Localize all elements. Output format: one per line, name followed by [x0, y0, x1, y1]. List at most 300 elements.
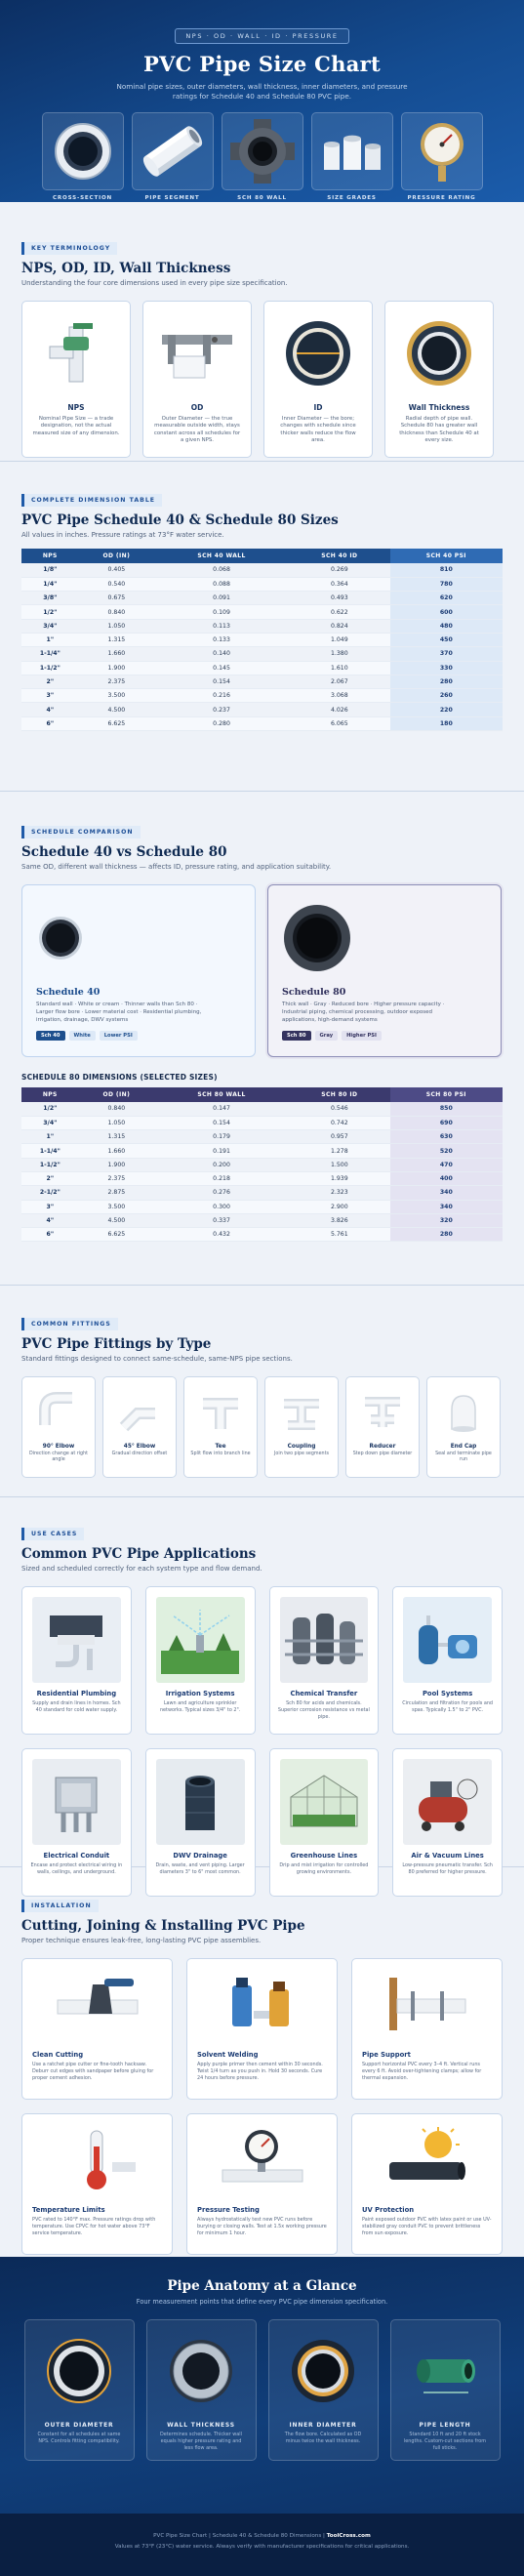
- sch40-dimension-table: [21, 549, 503, 731]
- pipe-bore-icon: [264, 313, 372, 393]
- table-row: [21, 619, 503, 633]
- cell-psi: 280: [390, 675, 503, 688]
- cell-id: 4.026: [289, 703, 390, 716]
- cell-nps: 1/2": [21, 1102, 79, 1116]
- schedule-80-card: [267, 884, 502, 1057]
- pressure-test-gauge-icon: [197, 2124, 327, 2194]
- schedule-40-desc: Standard wall · White or cream · Thinner walls than Sch 80 · Larger flow bore · Lower material cost · Residential plumbing, irrigation, drainage, DWV systems: [36, 1002, 202, 1023]
- cell-psi: 780: [390, 577, 503, 591]
- cell-psi: 370: [390, 647, 503, 661]
- cell-wall: 0.218: [154, 1171, 289, 1185]
- cell-wall: 0.145: [154, 661, 289, 675]
- cell-od: 0.405: [79, 563, 154, 577]
- install-desc: Paint exposed outdoor PVC with latex paint or use UV-stabilized gray conduit PVC to prevent brittleness from sun exposure.: [362, 2217, 492, 2236]
- table-row: [21, 1228, 503, 1242]
- cell-od: 3.500: [79, 1200, 154, 1213]
- cell-nps: 2-1/2": [21, 1186, 79, 1200]
- cell-id: 3.068: [289, 689, 390, 703]
- cell-nps: 1-1/2": [21, 1158, 79, 1171]
- section-subtitle: Same OD, different wall thickness — affects ID, pressure rating, and application suitability.: [21, 863, 332, 871]
- usecase-row-1: [21, 1586, 503, 1735]
- table-row: [21, 703, 503, 716]
- footer-site-link[interactable]: ToolCross.com: [326, 2533, 371, 2539]
- cell-wall: 0.216: [154, 689, 289, 703]
- footer-title: PVC Pipe Size Chart: [153, 2533, 208, 2539]
- cell-psi: 340: [390, 1186, 503, 1200]
- cell-nps: 1": [21, 633, 79, 646]
- section-subtitle: Sized and scheduled correctly for each system type and flow demand.: [21, 1565, 262, 1573]
- cell-od: 1.050: [79, 1116, 154, 1129]
- hero-card-pressure-rating: [401, 112, 483, 201]
- table-row: [21, 605, 503, 619]
- section-subtitle: Proper technique ensures leak-free, long-lasting PVC pipe assemblies.: [21, 1937, 262, 1944]
- usecase-desc: Encase and protect electrical wiring in walls, ceilings, and underground.: [30, 1862, 123, 1875]
- fitting-card: [426, 1376, 501, 1478]
- cell-psi: 320: [390, 1213, 503, 1227]
- cell-id: 0.546: [289, 1102, 390, 1116]
- elbow-90-icon: [22, 1387, 95, 1436]
- table-row: [21, 592, 503, 605]
- install-desc: PVC rated to 140°F max. Pressure ratings drop with temperature. Use CPVC for hot water above 73°F service temperature.: [32, 2217, 156, 2236]
- fitting-card: [264, 1376, 339, 1478]
- fitting-card: [102, 1376, 177, 1478]
- cell-id: 0.622: [289, 605, 390, 619]
- page-subtitle: Nominal pipe sizes, outer diameters, wall thickness, inner diameters, and pressure ratings for Schedule 40 and Schedule 80 PVC pipe.: [116, 82, 408, 101]
- install-desc: Apply purple primer then cement within 30 seconds. Twist 1/4 turn as you push in. Hold 30 seconds. Cure 24 hours before pressure.: [197, 2062, 323, 2081]
- cell-wall: 0.133: [154, 633, 289, 646]
- col-header-nps: NPS: [21, 1087, 79, 1102]
- usecase-name: Greenhouse Lines: [290, 1852, 358, 1860]
- size-grades-icon: [311, 112, 393, 190]
- cell-id: 2.067: [289, 675, 390, 688]
- usecase-card: [392, 1586, 503, 1735]
- cell-id: 1.380: [289, 647, 390, 661]
- cell-od: 1.315: [79, 1130, 154, 1144]
- section-title: PVC Pipe Fittings by Type: [21, 1336, 212, 1352]
- section-title: Common PVC Pipe Applications: [21, 1546, 257, 1562]
- cell-od: 1.900: [79, 1158, 154, 1171]
- sprinkler-icon: [156, 1597, 245, 1683]
- section-tag: SCHEDULE COMPARISON: [21, 826, 141, 838]
- cell-wall: 0.068: [154, 563, 289, 577]
- cell-wall: 0.191: [154, 1144, 289, 1158]
- badge: Lower PSI: [100, 1031, 138, 1041]
- cell-od: 4.500: [79, 1213, 154, 1227]
- cell-wall: 0.091: [154, 592, 289, 605]
- cell-psi: 280: [390, 1228, 503, 1242]
- footer: [0, 2514, 524, 2576]
- cell-wall: 0.147: [154, 1102, 289, 1116]
- fitting-card: [345, 1376, 420, 1478]
- wall-thickness-ring-icon: [147, 2332, 256, 2410]
- hero-card-label: CROSS-SECTION: [53, 195, 112, 202]
- cell-id: 0.957: [289, 1130, 390, 1144]
- fitting-name: End Cap: [450, 1444, 477, 1450]
- anatomy-card: [146, 2319, 257, 2461]
- col-header-nps: NPS: [21, 549, 79, 563]
- cell-od: 1.660: [79, 1144, 154, 1158]
- term-card-wall: [384, 301, 494, 458]
- section-tag: INSTALLATION: [21, 1900, 99, 1912]
- hero-card-cross-section: [42, 112, 124, 201]
- cell-od: 2.875: [79, 1186, 154, 1200]
- cell-id: 1.049: [289, 633, 390, 646]
- cell-wall: 0.300: [154, 1200, 289, 1213]
- cell-psi: 340: [390, 1200, 503, 1213]
- install-name: Clean Cutting: [32, 2051, 84, 2059]
- chemical-plant-icon: [280, 1597, 369, 1683]
- term-title: NPS: [67, 403, 85, 412]
- fitting-desc: Direction change at right angle: [29, 1452, 88, 1463]
- cell-nps: 3/4": [21, 619, 79, 633]
- sch80-dimension-table: [21, 1087, 503, 1242]
- section-subtitle: All values in inches. Pressure ratings at 73°F water service.: [21, 531, 224, 539]
- usecase-name: Residential Plumbing: [36, 1690, 117, 1697]
- schedule-comparison-cards: [21, 884, 503, 1057]
- anatomy-desc: Standard 10 ft and 20 ft stock lengths. Custom-cut sections from full sticks.: [403, 2432, 487, 2451]
- sch80-pipe-end-icon: [282, 903, 487, 973]
- install-name: Temperature Limits: [32, 2206, 105, 2214]
- cell-od: 2.375: [79, 1171, 154, 1185]
- od-ring-icon: [25, 2332, 134, 2410]
- page-title: PVC Pipe Size Chart: [142, 52, 382, 76]
- usecase-desc: Lawn and agriculture sprinkler networks. Typical sizes 3/4" to 2".: [159, 1700, 241, 1713]
- table-row: [21, 689, 503, 703]
- valve-pipe-icon: [22, 313, 130, 393]
- footer-note: Values at 73°F (23°C) water service. Always verify with manufacturer specifications for critical applications.: [114, 2543, 410, 2550]
- schedule-80-desc: Thick wall · Gray · Reduced bore · Higher pressure capacity · Industrial piping, chemical processing, outdoor exposed applications, high-demand systems: [282, 1002, 445, 1023]
- cell-nps: 1-1/4": [21, 647, 79, 661]
- tee-fitting-icon: [184, 1387, 257, 1436]
- air-compressor-icon: [403, 1759, 492, 1845]
- cell-wall: 0.200: [154, 1158, 289, 1171]
- section-tag: COMPLETE DIMENSION TABLE: [21, 494, 162, 507]
- cell-psi: 810: [390, 563, 503, 577]
- usecase-card: [21, 1586, 132, 1735]
- usecase-name: Pool Systems: [422, 1690, 473, 1697]
- table-row: [21, 647, 503, 661]
- table-row: [21, 716, 503, 730]
- fitting-desc: Step down pipe diameter: [352, 1452, 413, 1456]
- table-row: [21, 633, 503, 646]
- badge: Sch 40: [36, 1031, 65, 1041]
- elbow-45-icon: [103, 1387, 176, 1436]
- cell-od: 3.500: [79, 689, 154, 703]
- cell-psi: 330: [390, 661, 503, 675]
- cell-psi: 260: [390, 689, 503, 703]
- schedule-40-title: Schedule 40: [36, 987, 101, 998]
- section-subtitle: Standard fittings designed to connect same-schedule, same-NPS pipe sections.: [21, 1355, 293, 1363]
- badge: Higher PSI: [342, 1031, 382, 1041]
- install-name: Pressure Testing: [197, 2206, 260, 2214]
- install-name: Pipe Support: [362, 2051, 411, 2059]
- usecase-card: [269, 1586, 380, 1735]
- fitting-desc: Seal and terminate pipe run: [435, 1452, 492, 1463]
- greenhouse-icon: [280, 1759, 369, 1845]
- install-desc: Support horizontal PVC every 3–4 ft. Vertical runs every 6 ft. Avoid over-tightening clamps; allow for thermal expansion.: [362, 2062, 482, 2081]
- cell-id: 1.939: [289, 1171, 390, 1185]
- schedule-40-badges: [36, 1031, 241, 1041]
- cell-id: 0.493: [289, 592, 390, 605]
- table-row: [21, 1130, 503, 1144]
- term-desc: Outer Diameter — the true measurable outside width, stays constant across all schedules for a given NPS.: [153, 416, 241, 444]
- term-desc: Radial depth of pipe wall. Schedule 80 has greater wall thickness than Schedule 40 at every size.: [399, 416, 479, 444]
- term-card-nps: [21, 301, 131, 458]
- cell-od: 1.900: [79, 661, 154, 675]
- cell-nps: 1/8": [21, 563, 79, 577]
- anatomy-desc: The flow bore. Calculated as OD minus twice the wall thickness.: [284, 2432, 362, 2444]
- section-title: Cutting, Joining & Installing PVC Pipe: [21, 1918, 305, 1934]
- usecase-desc: Supply and drain lines in homes. Sch 40 standard for cold water supply.: [32, 1700, 121, 1713]
- term-cards: [21, 301, 503, 458]
- cell-wall: 0.154: [154, 1116, 289, 1129]
- coupling-icon: [265, 1387, 338, 1436]
- usecase-card: [145, 1586, 256, 1735]
- cell-psi: 220: [390, 703, 503, 716]
- anatomy-section: [0, 2257, 524, 2514]
- fitting-card: [183, 1376, 258, 1478]
- col-header-psi: SCH 40 PSI: [390, 549, 503, 563]
- col-header-od: OD (IN): [79, 1087, 154, 1102]
- wall-ring-icon: [385, 313, 493, 393]
- cell-nps: 2": [21, 675, 79, 688]
- cell-nps: 1": [21, 1130, 79, 1144]
- anatomy-name: PIPE LENGTH: [419, 2422, 471, 2429]
- cell-id: 5.761: [289, 1228, 390, 1242]
- anatomy-card: [390, 2319, 501, 2461]
- cell-od: 4.500: [79, 703, 154, 716]
- usecase-desc: Low-pressure pneumatic transfer. Sch 80 preferred for higher pressure.: [402, 1862, 493, 1875]
- cell-psi: 400: [390, 1171, 503, 1185]
- usecase-desc: Circulation and filtration for pools and spas. Typically 1.5" to 2" PVC.: [402, 1700, 494, 1713]
- hero-card-label: PIPE SEGMENT: [144, 195, 200, 202]
- cell-psi: 450: [390, 633, 503, 646]
- schedule-80-title: Schedule 80: [282, 987, 346, 998]
- cell-nps: 2": [21, 1171, 79, 1185]
- cell-id: 3.826: [289, 1213, 390, 1227]
- id-bore-ring-icon: [269, 2332, 378, 2410]
- cell-psi: 180: [390, 716, 503, 730]
- cell-od: 6.625: [79, 716, 154, 730]
- install-row-1: [21, 1958, 503, 2100]
- pipe-cutter-icon: [32, 1969, 162, 2039]
- fitting-cards: [21, 1376, 503, 1478]
- usecase-name: Electrical Conduit: [43, 1852, 110, 1860]
- cell-wall: 0.109: [154, 605, 289, 619]
- col-header-id: SCH 80 ID: [289, 1087, 390, 1102]
- hero-card-label: PRESSURE RATING: [407, 195, 476, 202]
- table-row: [21, 675, 503, 688]
- cell-id: 6.065: [289, 716, 390, 730]
- install-card: [186, 2113, 338, 2255]
- thermometer-icon: [32, 2124, 162, 2194]
- anatomy-desc: Determines schedule. Thicker wall equals higher pressure rating and less flow area.: [159, 2432, 243, 2451]
- install-name: UV Protection: [362, 2206, 415, 2214]
- fitting-card: [21, 1376, 96, 1478]
- install-name: Solvent Welding: [197, 2051, 259, 2059]
- fitting-desc: Split flow into branch line: [190, 1452, 251, 1456]
- table-row: [21, 563, 503, 577]
- pipe-cross-section-icon: [42, 112, 124, 190]
- sch80-wall-icon: [222, 112, 303, 190]
- fitting-name: Reducer: [369, 1444, 396, 1450]
- table-row: [21, 1200, 503, 1213]
- cell-id: 1.500: [289, 1158, 390, 1171]
- anatomy-subtitle: Four measurement points that define every PVC pipe dimension specification.: [136, 2298, 388, 2306]
- anatomy-cards: [0, 2319, 524, 2461]
- cell-nps: 4": [21, 1213, 79, 1227]
- term-card-id: [263, 301, 373, 458]
- section-tag: USE CASES: [21, 1528, 84, 1540]
- table-row: [21, 1102, 503, 1116]
- cell-wall: 0.337: [154, 1213, 289, 1227]
- hero-pill: NPS · OD · WALL · ID · PRESSURE: [175, 28, 348, 44]
- cell-psi: 470: [390, 1158, 503, 1171]
- fitting-desc: Gradual direction offset: [111, 1452, 168, 1456]
- cell-psi: 600: [390, 605, 503, 619]
- cell-nps: 3/4": [21, 1116, 79, 1129]
- cell-id: 0.824: [289, 619, 390, 633]
- col-header-od: OD (IN): [79, 549, 154, 563]
- cell-psi: 690: [390, 1116, 503, 1129]
- cell-wall: 0.179: [154, 1130, 289, 1144]
- conduit-panel-icon: [32, 1759, 121, 1845]
- hero-card-size-grades: [311, 112, 393, 201]
- install-desc: Always hydrostatically test new PVC runs before burying or closing walls. Test at 1.5x working pressure for minimum 1 hour.: [197, 2217, 327, 2236]
- usecase-card: [21, 1748, 132, 1897]
- pipe-length-icon: [391, 2332, 500, 2410]
- cell-id: 0.269: [289, 563, 390, 577]
- usecases-section: [0, 1497, 524, 1875]
- install-card: [351, 1958, 503, 2100]
- cell-wall: 0.154: [154, 675, 289, 688]
- cell-od: 1.050: [79, 619, 154, 633]
- solvent-cement-icon: [197, 1969, 327, 2039]
- table-row: [21, 1171, 503, 1185]
- badge: Gray: [315, 1031, 339, 1041]
- usecase-desc: Drain, waste, and vent piping. Larger diameters 3" to 6" most common.: [155, 1862, 245, 1875]
- cell-id: 2.900: [289, 1200, 390, 1213]
- cell-psi: 630: [390, 1130, 503, 1144]
- cell-od: 0.840: [79, 605, 154, 619]
- usecase-desc: Sch 80 for acids and chemicals. Superior corrosion resistance vs metal pipe.: [277, 1700, 370, 1720]
- cell-id: 2.323: [289, 1186, 390, 1200]
- pipe-segment-icon: [132, 112, 214, 190]
- section-tag: KEY TERMINOLOGY: [21, 242, 117, 255]
- dimension-section: [0, 462, 524, 791]
- table-row: [21, 1186, 503, 1200]
- table-body: [21, 1102, 503, 1242]
- terminology-section: [0, 202, 524, 461]
- anatomy-title: Pipe Anatomy at a Glance: [167, 2278, 357, 2294]
- hero-card-pipe-segment: [132, 112, 214, 201]
- col-header-id: SCH 40 ID: [289, 549, 390, 563]
- term-desc: Nominal Pipe Size — a trade designation, not the actual measured size of any dimension.: [32, 416, 120, 436]
- cell-wall: 0.140: [154, 647, 289, 661]
- cell-id: 1.610: [289, 661, 390, 675]
- anatomy-desc: Constant for all schedules at same NPS. Controls fitting compatibility.: [37, 2432, 121, 2444]
- caliper-icon: [143, 313, 251, 393]
- sink-plumbing-icon: [32, 1597, 121, 1683]
- cell-id: 0.742: [289, 1116, 390, 1129]
- cell-psi: 480: [390, 619, 503, 633]
- cell-wall: 0.237: [154, 703, 289, 716]
- install-row-2: [21, 2113, 503, 2255]
- term-title: Wall Thickness: [408, 403, 470, 412]
- cell-nps: 1/2": [21, 605, 79, 619]
- col-header-wall: SCH 40 WALL: [154, 549, 289, 563]
- col-header-wall: SCH 80 WALL: [154, 1087, 289, 1102]
- schedule-80-badges: [282, 1031, 487, 1041]
- usecase-card: [392, 1748, 503, 1897]
- sch80-table-title: SCHEDULE 80 DIMENSIONS (SELECTED SIZES): [21, 1073, 218, 1082]
- cell-od: 6.625: [79, 1228, 154, 1242]
- hero-card-label: SCH 80 WALL: [237, 195, 287, 202]
- badge: Sch 80: [282, 1031, 311, 1041]
- table-row: [21, 1116, 503, 1129]
- section-title: NPS, OD, ID, Wall Thickness: [21, 261, 231, 276]
- fitting-name: 90° Elbow: [42, 1444, 75, 1450]
- cell-nps: 1/4": [21, 577, 79, 591]
- table-row: [21, 1213, 503, 1227]
- pressure-gauge-icon: [401, 112, 483, 190]
- hero-cards: [0, 112, 524, 201]
- cell-nps: 4": [21, 703, 79, 716]
- usecase-card: [269, 1748, 380, 1897]
- hero-banner: [0, 0, 524, 202]
- fitting-desc: Join two pipe segments: [274, 1452, 329, 1456]
- cell-nps: 3": [21, 1200, 79, 1213]
- cell-od: 1.315: [79, 633, 154, 646]
- sch40-pipe-end-icon: [36, 903, 241, 973]
- table-header-row: [21, 549, 503, 563]
- cell-id: 0.364: [289, 577, 390, 591]
- table-row: [21, 661, 503, 675]
- reducer-icon: [346, 1387, 419, 1436]
- install-card: [21, 2113, 173, 2255]
- cell-psi: 620: [390, 592, 503, 605]
- install-section: [0, 1867, 524, 2257]
- cell-id: 1.278: [289, 1144, 390, 1158]
- cell-wall: 0.113: [154, 619, 289, 633]
- cell-od: 0.540: [79, 577, 154, 591]
- anatomy-card: [268, 2319, 379, 2461]
- cell-od: 0.840: [79, 1102, 154, 1116]
- col-header-psi: SCH 80 PSI: [390, 1087, 503, 1102]
- usecase-desc: Drip and mist irrigation for controlled growing environments.: [279, 1862, 369, 1875]
- cell-wall: 0.088: [154, 577, 289, 591]
- usecase-name: Chemical Transfer: [290, 1690, 358, 1697]
- sun-pipe-icon: [362, 2124, 492, 2194]
- usecase-card: [145, 1748, 256, 1897]
- install-desc: Use a ratchet pipe cutter or fine-tooth hacksaw. Deburr cut edges with sandpaper before gluing for proper cement adhesion.: [32, 2062, 154, 2081]
- cell-nps: 3": [21, 689, 79, 703]
- cell-nps: 1-1/2": [21, 661, 79, 675]
- table-row: [21, 1144, 503, 1158]
- end-cap-icon: [427, 1387, 500, 1436]
- fittings-section: [0, 1286, 524, 1496]
- anatomy-name: INNER DIAMETER: [289, 2422, 357, 2429]
- pool-pump-icon: [403, 1597, 492, 1683]
- install-card: [351, 2113, 503, 2255]
- term-title: OD: [190, 403, 204, 412]
- table-body: [21, 563, 503, 731]
- section-title: Schedule 40 vs Schedule 80: [21, 844, 227, 860]
- usecase-name: DWV Drainage: [173, 1852, 227, 1860]
- hero-card-label: SIZE GRADES: [327, 195, 377, 202]
- anatomy-card: [24, 2319, 135, 2461]
- section-title: PVC Pipe Schedule 40 & Schedule 80 Sizes: [21, 512, 339, 528]
